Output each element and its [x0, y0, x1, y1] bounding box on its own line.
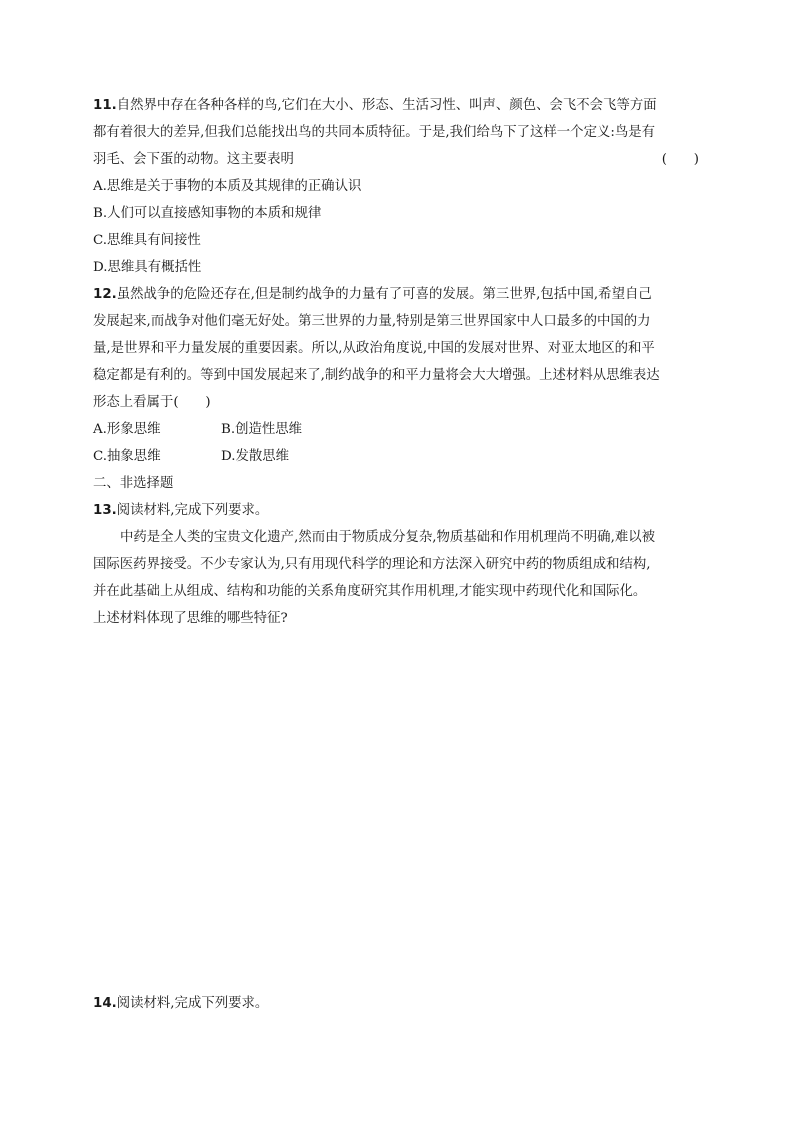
q12-option-b: B.创造性思维 [221, 422, 303, 437]
q11-line-2 [93, 119, 703, 146]
q12-line-2: 发展起来,而战争对他们毫无好处。第三世界的力量,特别是第三世界国家中人口最多的中国的力 [93, 314, 651, 329]
q14-prompt-line [93, 990, 268, 1017]
q11-option-b: B.人们可以直接感知事物的本质和规律 [93, 206, 322, 221]
q11-line-3 [93, 146, 703, 173]
q13-prompt-line [93, 497, 703, 524]
q11-option-a: A.思维是关于事物的本质及其规律的正确认识 [93, 179, 362, 194]
q11-text-2: 都有着很大的差异,但我们总能找出鸟的共同本质特征。于是,我们给鸟下了这样一个定义:鸟是有 [93, 125, 656, 140]
q11-text-3: 羽毛、会下蛋的动物。这主要表明 [93, 152, 294, 167]
q11-text-1: 自然界中存在各种各样的鸟,它们在大小、形态、生活习性、叫声、颜色、会飞不会飞等方面 [116, 98, 657, 113]
q11-line-1 [93, 92, 703, 119]
q12-option-c: C.抽象思维 [93, 449, 161, 464]
q12-line-3: 量,是世界和平力量发展的重要因素。所以,从政治角度说,中国的发展对世界、对亚太地区的和平 [93, 341, 655, 356]
q13-material-line-1: 中药是全人类的宝贵文化遗产,然而由于物质成分复杂,物质基础和作用机理尚不明确,难以被 [120, 530, 656, 545]
q13-question: 上述材料体现了思维的哪些特征? [93, 611, 288, 626]
q14-prompt: 阅读材料,完成下列要求。 [116, 996, 269, 1011]
q12-line-5: 形态上看属于( ) [93, 395, 211, 410]
q13-material-line-2: 国际医药界接受。不少专家认为,只有用现代科学的理论和方法深入研究中药的物质组成和结构, [93, 557, 651, 572]
q11-option-c: C.思维具有间接性 [93, 233, 201, 248]
q12-line-4: 稳定都是有利的。等到中国发展起来了,制约战争的和平力量将会大大增强。上述材料从思维表达 [93, 368, 660, 383]
q11-number: 11. [93, 98, 117, 113]
section-heading-non-choice: 二、非选择题 [93, 476, 174, 491]
q12-number: 12. [93, 287, 117, 302]
q12-options-row-1 [93, 416, 703, 443]
q13-number: 13. [93, 503, 117, 518]
q13-prompt: 阅读材料,完成下列要求。 [116, 503, 269, 518]
q11-answer-paren: ( ) [661, 152, 699, 167]
q11-option-d: D.思维具有概括性 [93, 260, 202, 275]
q12-line-1 [93, 281, 703, 308]
document-body [93, 92, 703, 632]
q12-text-1: 虽然战争的危险还存在,但是制约战争的力量有了可喜的发展。第三世界,包括中国,希望自己 [116, 287, 652, 302]
q12-option-d: D.发散思维 [221, 449, 290, 464]
q12-option-a: A.形象思维 [93, 422, 161, 437]
q13-material-line-3: 并在此基础上从组成、结构和功能的关系角度研究其作用机理,才能实现中药现代化和国际化。 [93, 584, 647, 599]
q14-number: 14. [93, 996, 117, 1011]
q12-options-row-2 [93, 443, 703, 470]
